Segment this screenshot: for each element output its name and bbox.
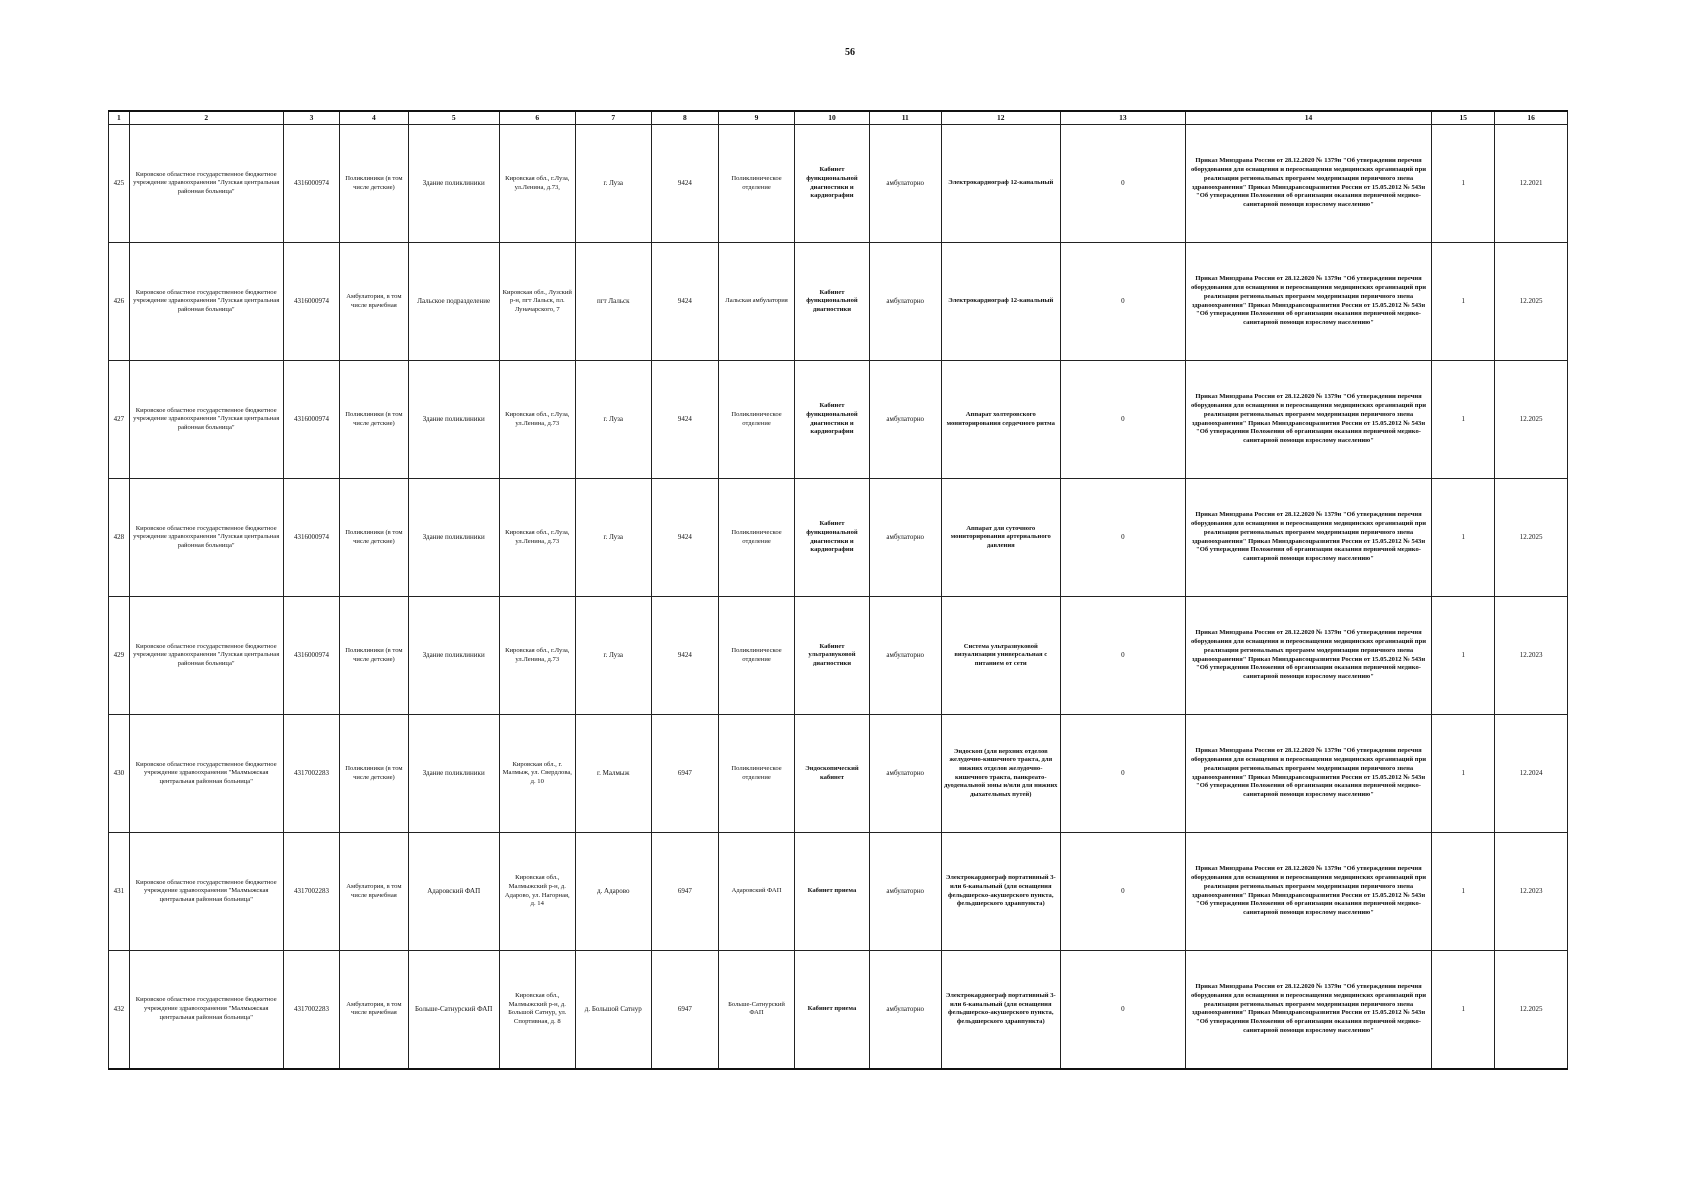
column-header: 13 xyxy=(1060,111,1185,125)
delivery-date-cell: 12.2023 xyxy=(1495,833,1568,951)
department-cell: Поликлиническое отделение xyxy=(719,597,795,715)
locality-cell: г. Луза xyxy=(575,361,651,479)
cabinet-cell: Кабинет функциональной диагностики и кардиографии xyxy=(795,479,870,597)
legal-basis-cell: Приказ Минздрава России от 28.12.2020 № 1379н "Об утверждении перечня оборудования для оснащения и переоснащения медицинских организаций при реализации региональных программ модернизации первичного звена здравоохранения" Приказ Минздравсоцразвития России от 15.05.2012 № 543н "Об утверждении Положения об организации оказания первичной медико-санитарной помощи взрослому населению" xyxy=(1185,951,1431,1069)
locality-cell: г. Малмыж xyxy=(575,715,651,833)
care-form-cell: амбулаторно xyxy=(869,125,941,243)
row-number-cell: 429 xyxy=(109,597,130,715)
legal-basis-cell: Приказ Минздрава России от 28.12.2020 № 1379н "Об утверждении перечня оборудования для оснащения и переоснащения медицинских организаций при реализации региональных программ модернизации первичного звена здравоохранения" Приказ Минздравсоцразвития России от 15.05.2012 № 543н "Об утверждении Положения об организации оказания первичной медико-санитарной помощи взрослому населению" xyxy=(1185,833,1431,951)
building-name-cell: Здание поликлиники xyxy=(408,715,499,833)
column-header: 7 xyxy=(575,111,651,125)
building-name-cell: Больше-Сатнурский ФАП xyxy=(408,951,499,1069)
organization-name-cell: Кировское областное государственное бюджетное учреждение здравоохранения "Лузская центральная районная больница" xyxy=(129,479,283,597)
inn-cell: 4316000974 xyxy=(283,479,339,597)
delivery-date-cell: 12.2025 xyxy=(1495,243,1568,361)
building-name-cell: Здание поликлиники xyxy=(408,361,499,479)
column-header: 8 xyxy=(651,111,718,125)
inn-cell: 4316000974 xyxy=(283,361,339,479)
quantity-needed-cell: 1 xyxy=(1432,833,1495,951)
quantity-needed-cell: 1 xyxy=(1432,479,1495,597)
organization-name-cell: Кировское областное государственное бюджетное учреждение здравоохранения "Лузская центральная районная больница" xyxy=(129,361,283,479)
delivery-date-cell: 12.2023 xyxy=(1495,597,1568,715)
equipment-name-cell: Электрокардиограф 12-канальный xyxy=(941,125,1060,243)
oktmo-code-cell: 9424 xyxy=(651,243,718,361)
locality-cell: д. Большой Сатнур xyxy=(575,951,651,1069)
quantity-present-cell: 0 xyxy=(1060,597,1185,715)
equipment-name-cell: Электрокардиограф портативный 3- или 6-канальный (для оснащения фельдшерско-акушерского пункта, фельдшерского здравпункта) xyxy=(941,951,1060,1069)
column-header: 6 xyxy=(499,111,575,125)
address-cell: Кировская обл., г.Луза, ул.Ленина, д.73 xyxy=(499,361,575,479)
organization-name-cell: Кировское областное государственное бюджетное учреждение здравоохранения "Малмыжская центральная районная больница" xyxy=(129,951,283,1069)
oktmo-code-cell: 6947 xyxy=(651,833,718,951)
row-number-cell: 427 xyxy=(109,361,130,479)
address-cell: Кировская обл., Лузский р-н, пгт Лальск, пл. Луначарского, 7 xyxy=(499,243,575,361)
oktmo-code-cell: 9424 xyxy=(651,597,718,715)
cabinet-cell: Кабинет приема xyxy=(795,833,870,951)
department-cell: Лальская амбулатория xyxy=(719,243,795,361)
legal-basis-cell: Приказ Минздрава России от 28.12.2020 № 1379н "Об утверждении перечня оборудования для оснащения и переоснащения медицинских организаций при реализации региональных программ модернизации первичного звена здравоохранения" Приказ Минздравсоцразвития России от 15.05.2012 № 543н "Об утверждении Положения об организации оказания первичной медико-санитарной помощи взрослому населению" xyxy=(1185,479,1431,597)
care-form-cell: амбулаторно xyxy=(869,951,941,1069)
quantity-needed-cell: 1 xyxy=(1432,597,1495,715)
building-name-cell: Здание поликлиники xyxy=(408,125,499,243)
equipment-name-cell: Электрокардиограф портативный 3- или 6-канальный (для оснащения фельдшерско-акушерского пункта, фельдшерского здравпункта) xyxy=(941,833,1060,951)
legal-basis-cell: Приказ Минздрава России от 28.12.2020 № 1379н "Об утверждении перечня оборудования для оснащения и переоснащения медицинских организаций при реализации региональных программ модернизации первичного звена здравоохранения" Приказ Минздравсоцразвития России от 15.05.2012 № 543н "Об утверждении Положения об организации оказания первичной медико-санитарной помощи взрослому населению" xyxy=(1185,715,1431,833)
facility-type-cell: Поликлиники (в том числе детские) xyxy=(340,597,408,715)
cabinet-cell: Кабинет приема xyxy=(795,951,870,1069)
table-row xyxy=(109,125,1568,243)
locality-cell: г. Луза xyxy=(575,125,651,243)
inn-cell: 4317002283 xyxy=(283,715,339,833)
facility-type-cell: Амбулатория, в том числе врачебная xyxy=(340,243,408,361)
table-row xyxy=(109,361,1568,479)
quantity-present-cell: 0 xyxy=(1060,243,1185,361)
organization-name-cell: Кировское областное государственное бюджетное учреждение здравоохранения "Лузская центральная районная больница" xyxy=(129,243,283,361)
quantity-present-cell: 0 xyxy=(1060,715,1185,833)
column-header: 14 xyxy=(1185,111,1431,125)
inn-cell: 4316000974 xyxy=(283,597,339,715)
department-cell: Больше-Сатнурский ФАП xyxy=(719,951,795,1069)
building-name-cell: Адаровский ФАП xyxy=(408,833,499,951)
quantity-needed-cell: 1 xyxy=(1432,715,1495,833)
quantity-present-cell: 0 xyxy=(1060,951,1185,1069)
care-form-cell: амбулаторно xyxy=(869,361,941,479)
column-header: 5 xyxy=(408,111,499,125)
facility-type-cell: Поликлиники (в том числе детские) xyxy=(340,715,408,833)
column-header: 3 xyxy=(283,111,339,125)
table-row xyxy=(109,243,1568,361)
address-cell: Кировская обл., г. Малмыж, ул. Свердлова, д. 10 xyxy=(499,715,575,833)
equipment-name-cell: Эндоскоп (для верхних отделов желудочно-кишечного тракта, для нижних отделов желудочно-кишечного тракта, панкреато-дуоденальной зоны и/или для нижних дыхательных путей) xyxy=(941,715,1060,833)
equipment-registry-table xyxy=(108,110,1568,1070)
facility-type-cell: Поликлиники (в том числе детские) xyxy=(340,125,408,243)
cabinet-cell: Эндоскопический кабинет xyxy=(795,715,870,833)
cabinet-cell: Кабинет функциональной диагностики и кардиографии xyxy=(795,361,870,479)
department-cell: Поликлиническое отделение xyxy=(719,715,795,833)
oktmo-code-cell: 9424 xyxy=(651,125,718,243)
column-header: 11 xyxy=(869,111,941,125)
quantity-needed-cell: 1 xyxy=(1432,243,1495,361)
department-cell: Адаровский ФАП xyxy=(719,833,795,951)
table-row xyxy=(109,951,1568,1069)
quantity-needed-cell: 1 xyxy=(1432,361,1495,479)
cabinet-cell: Кабинет функциональной диагностики и кардиографии xyxy=(795,125,870,243)
department-cell: Поликлиническое отделение xyxy=(719,125,795,243)
address-cell: Кировская обл., г.Луза, ул.Ленина, д.73, xyxy=(499,125,575,243)
inn-cell: 4316000974 xyxy=(283,125,339,243)
table-row xyxy=(109,479,1568,597)
facility-type-cell: Амбулатория, в том числе врачебная xyxy=(340,951,408,1069)
quantity-present-cell: 0 xyxy=(1060,479,1185,597)
legal-basis-cell: Приказ Минздрава России от 28.12.2020 № 1379н "Об утверждении перечня оборудования для оснащения и переоснащения медицинских организаций при реализации региональных программ модернизации первичного звена здравоохранения" Приказ Минздравсоцразвития России от 15.05.2012 № 543н "Об утверждении Положения об организации оказания первичной медико-санитарной помощи взрослому населению" xyxy=(1185,243,1431,361)
column-header: 15 xyxy=(1432,111,1495,125)
header-row xyxy=(109,111,1568,125)
column-header: 12 xyxy=(941,111,1060,125)
quantity-needed-cell: 1 xyxy=(1432,125,1495,243)
organization-name-cell: Кировское областное государственное бюджетное учреждение здравоохранения "Малмыжская центральная районная больница" xyxy=(129,833,283,951)
quantity-needed-cell: 1 xyxy=(1432,951,1495,1069)
oktmo-code-cell: 9424 xyxy=(651,361,718,479)
quantity-present-cell: 0 xyxy=(1060,125,1185,243)
equipment-name-cell: Аппарат для суточного мониторирования артериального давления xyxy=(941,479,1060,597)
inn-cell: 4317002283 xyxy=(283,833,339,951)
column-header: 2 xyxy=(129,111,283,125)
column-header: 10 xyxy=(795,111,870,125)
table-row xyxy=(109,833,1568,951)
care-form-cell: амбулаторно xyxy=(869,833,941,951)
building-name-cell: Здание поликлиники xyxy=(408,479,499,597)
address-cell: Кировская обл., г.Луза, ул.Ленина, д.73 xyxy=(499,597,575,715)
department-cell: Поликлиническое отделение xyxy=(719,479,795,597)
locality-cell: д. Адарово xyxy=(575,833,651,951)
address-cell: Кировская обл., Малмыжский р-н, д. Большой Сатнур, ул. Спортивная, д. 8 xyxy=(499,951,575,1069)
facility-type-cell: Амбулатория, в том числе врачебная xyxy=(340,833,408,951)
row-number-cell: 426 xyxy=(109,243,130,361)
building-name-cell: Лальское подразделение xyxy=(408,243,499,361)
row-number-cell: 431 xyxy=(109,833,130,951)
legal-basis-cell: Приказ Минздрава России от 28.12.2020 № 1379н "Об утверждении перечня оборудования для оснащения и переоснащения медицинских организаций при реализации региональных программ модернизации первичного звена здравоохранения" Приказ Минздравсоцразвития России от 15.05.2012 № 543н "Об утверждении Положения об организации оказания первичной медико-санитарной помощи взрослому населению" xyxy=(1185,597,1431,715)
oktmo-code-cell: 6947 xyxy=(651,951,718,1069)
column-header: 16 xyxy=(1495,111,1568,125)
quantity-present-cell: 0 xyxy=(1060,361,1185,479)
facility-type-cell: Поликлиники (в том числе детские) xyxy=(340,479,408,597)
delivery-date-cell: 12.2025 xyxy=(1495,479,1568,597)
oktmo-code-cell: 6947 xyxy=(651,715,718,833)
facility-type-cell: Поликлиники (в том числе детские) xyxy=(340,361,408,479)
legal-basis-cell: Приказ Минздрава России от 28.12.2020 № 1379н "Об утверждении перечня оборудования для оснащения и переоснащения медицинских организаций при реализации региональных программ модернизации первичного звена здравоохранения" Приказ Минздравсоцразвития России от 15.05.2012 № 543н "Об утверждении Положения об организации оказания первичной медико-санитарной помощи взрослому населению" xyxy=(1185,361,1431,479)
organization-name-cell: Кировское областное государственное бюджетное учреждение здравоохранения "Лузская центральная районная больница" xyxy=(129,125,283,243)
delivery-date-cell: 12.2024 xyxy=(1495,715,1568,833)
locality-cell: пгт Лальск xyxy=(575,243,651,361)
department-cell: Поликлиническое отделение xyxy=(719,361,795,479)
row-number-cell: 430 xyxy=(109,715,130,833)
table-row xyxy=(109,597,1568,715)
locality-cell: г. Луза xyxy=(575,597,651,715)
row-number-cell: 432 xyxy=(109,951,130,1069)
column-header: 4 xyxy=(340,111,408,125)
table-row xyxy=(109,715,1568,833)
address-cell: Кировская обл., Малмыжский р-н, д. Адарово, ул. Нагорная, д. 14 xyxy=(499,833,575,951)
locality-cell: г. Луза xyxy=(575,479,651,597)
oktmo-code-cell: 9424 xyxy=(651,479,718,597)
organization-name-cell: Кировское областное государственное бюджетное учреждение здравоохранения "Лузская центральная районная больница" xyxy=(129,597,283,715)
inn-cell: 4316000974 xyxy=(283,243,339,361)
care-form-cell: амбулаторно xyxy=(869,597,941,715)
column-header: 9 xyxy=(719,111,795,125)
equipment-name-cell: Электрокардиограф 12-канальный xyxy=(941,243,1060,361)
equipment-name-cell: Аппарат холтеровского мониторирования сердечного ритма xyxy=(941,361,1060,479)
address-cell: Кировская обл., г.Луза, ул.Ленина, д.73 xyxy=(499,479,575,597)
delivery-date-cell: 12.2025 xyxy=(1495,951,1568,1069)
column-header: 1 xyxy=(109,111,130,125)
page-number: 56 xyxy=(845,47,855,58)
equipment-name-cell: Система ультразвуковой визуализации универсальная с питанием от сети xyxy=(941,597,1060,715)
row-number-cell: 428 xyxy=(109,479,130,597)
cabinet-cell: Кабинет ультразвуковой диагностики xyxy=(795,597,870,715)
care-form-cell: амбулаторно xyxy=(869,479,941,597)
delivery-date-cell: 12.2025 xyxy=(1495,361,1568,479)
organization-name-cell: Кировское областное государственное бюджетное учреждение здравоохранения "Малмыжская центральная районная больница" xyxy=(129,715,283,833)
care-form-cell: амбулаторно xyxy=(869,243,941,361)
care-form-cell: амбулаторно xyxy=(869,715,941,833)
legal-basis-cell: Приказ Минздрава России от 28.12.2020 № 1379н "Об утверждении перечня оборудования для оснащения и переоснащения медицинских организаций при реализации региональных программ модернизации первичного звена здравоохранения" Приказ Минздравсоцразвития России от 15.05.2012 № 543н "Об утверждении Положения об организации оказания первичной медико-санитарной помощи взрослому населению" xyxy=(1185,125,1431,243)
building-name-cell: Здание поликлиники xyxy=(408,597,499,715)
cabinet-cell: Кабинет функциональной диагностики xyxy=(795,243,870,361)
inn-cell: 4317002283 xyxy=(283,951,339,1069)
row-number-cell: 425 xyxy=(109,125,130,243)
delivery-date-cell: 12.2021 xyxy=(1495,125,1568,243)
quantity-present-cell: 0 xyxy=(1060,833,1185,951)
